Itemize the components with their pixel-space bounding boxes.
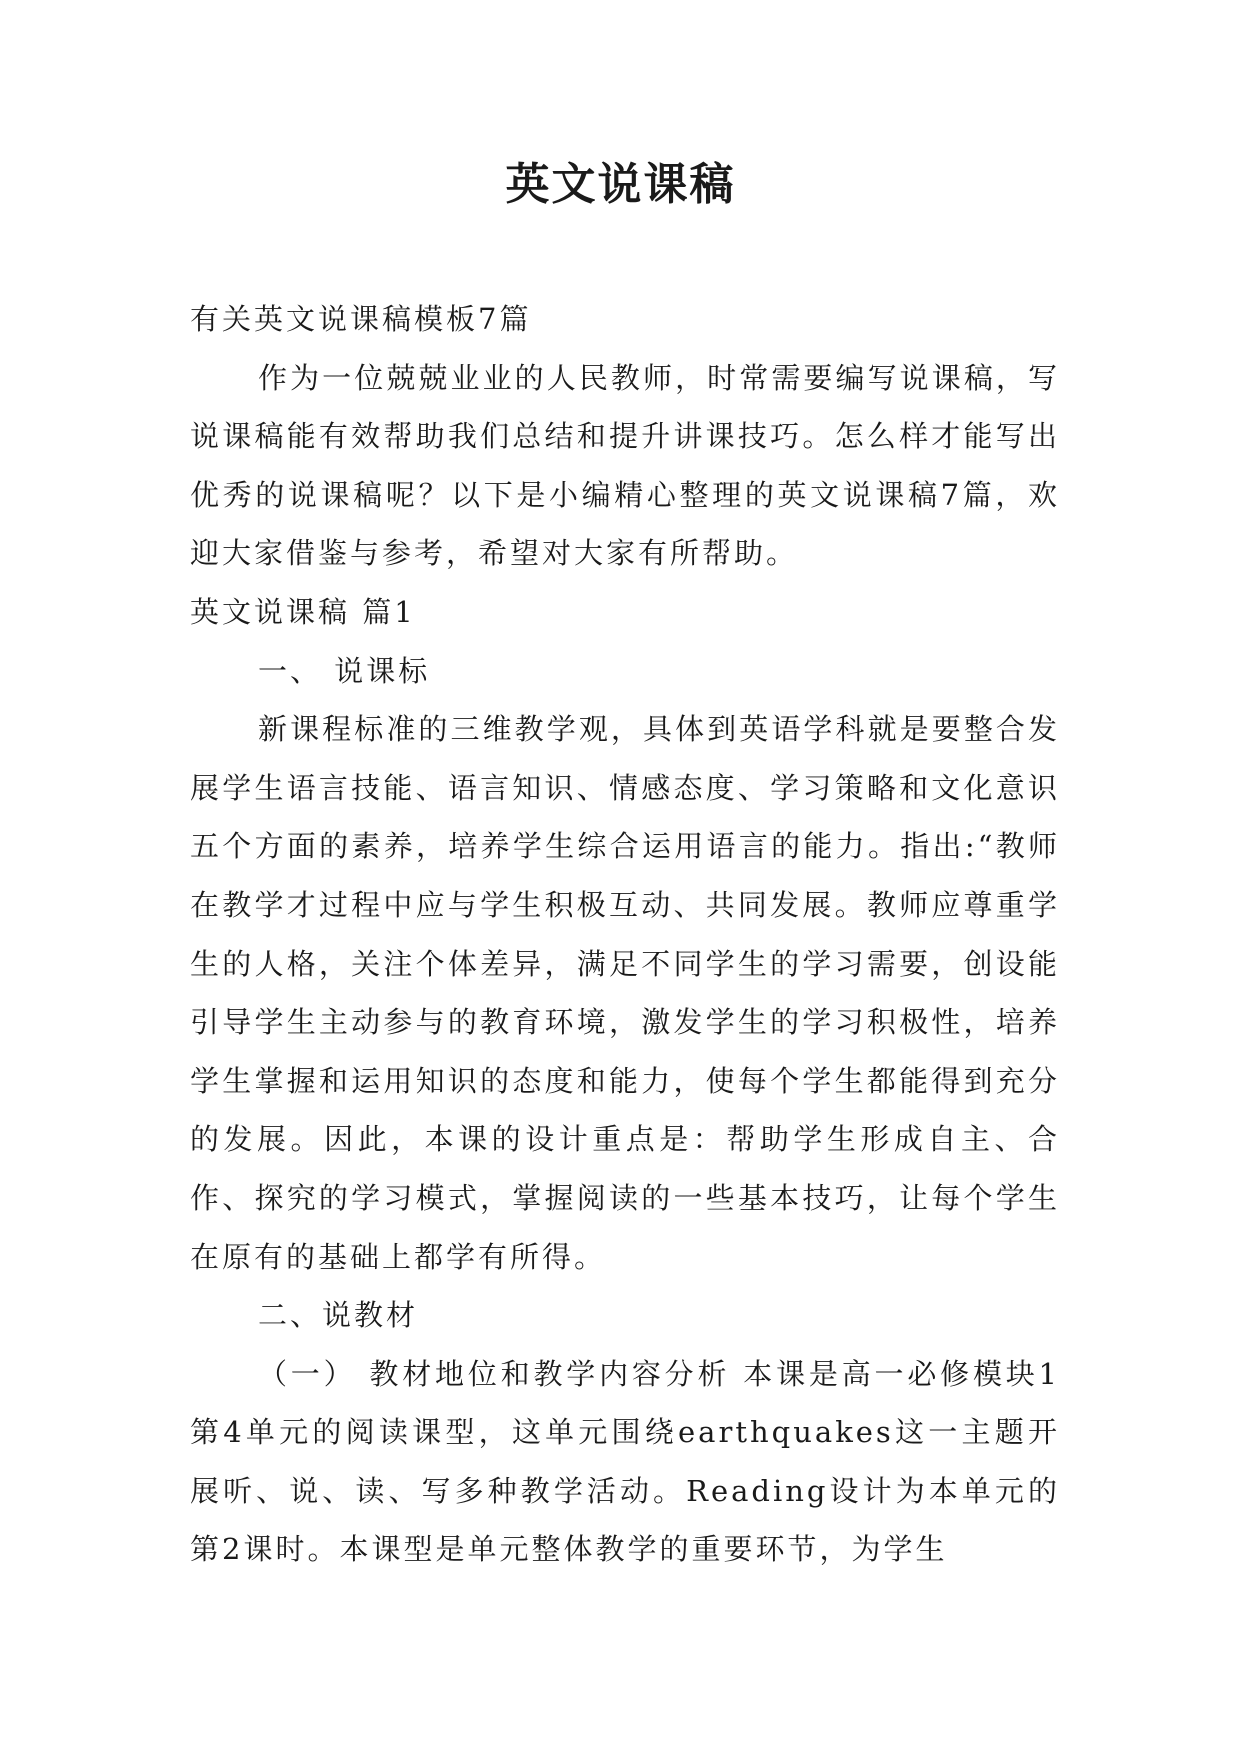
document-body xyxy=(190,290,1060,1579)
part1-paragraph: 新课程标准的三维教学观，具体到英语学科就是要整合发展学生语言技能、语言知识、情感态度、学习策略和文化意识五个方面的素养，培养学生综合运用语言的能力。指出:“教师在教学才过程中应与学生积极互动、共同发展。教师应尊重学生的人格，关注个体差异，满足不同学生的学习需要，创设能引导学生主动参与的教育环境，激发学生的学习积极性，培养学生掌握和运用知识的态度和能力，使每个学生都能得到充分的发展。因此，本课的设计重点是：帮助学生形成自主、合作、探究的学习模式，掌握阅读的一些基本技巧，让每个学生在原有的基础上都学有所得。 xyxy=(190,712,1060,1274)
section-heading: 英文说课稿 篇1 xyxy=(190,594,416,629)
document-title: 英文说课稿 xyxy=(505,159,736,210)
part1-heading: 一、 说课标 xyxy=(258,653,431,688)
part2-paragraph: （一） 教材地位和教学内容分析 本课是高一必修模块1第4单元的阅读课型，这单元围绕earthquakes这一主题开展听、说、读、写多种教学活动。Reading设计为本单元的第2课时。本课型是单元整体教学的重要环节，为学生 xyxy=(190,1356,1060,1567)
document-subtitle: 有关英文说课稿模板7篇 xyxy=(190,302,532,336)
part2-heading: 二、说教材 xyxy=(258,1298,419,1333)
intro-paragraph: 作为一位兢兢业业的人民教师，时常需要编写说课稿，写说课稿能有效帮助我们总结和提升讲课技巧。怎么样才能写出优秀的说课稿呢？以下是小编精心整理的英文说课稿7篇，欢迎大家借鉴与参考，希望对大家有所帮助。 xyxy=(190,360,1060,571)
